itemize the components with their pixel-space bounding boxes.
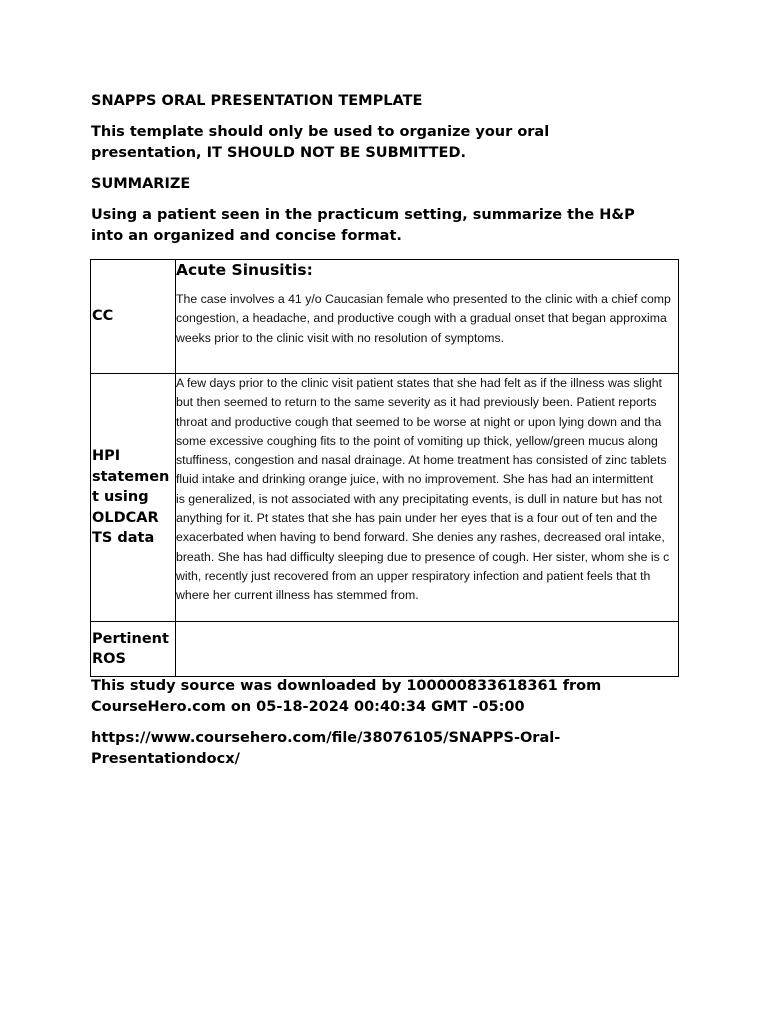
instructions — [91, 205, 691, 247]
hpi-line: with, recently just recovered from an upper respiratory infection and patient feels that th — [176, 568, 651, 583]
hp-summary-table — [90, 259, 679, 677]
hpi-content-cell — [176, 374, 679, 622]
row-label-line: CC — [92, 308, 114, 325]
hpi-line: anything for it. Pt states that she has pain under her eyes that is a four out of ten and the — [176, 511, 658, 526]
hpi-line: throat and productive cough that seemed to be worse at night or upon lying down and tha — [176, 414, 662, 429]
row-label-line: OLDCAR — [92, 509, 159, 526]
cc-line: congestion, a headache, and productive cough with a gradual onset that began approxima — [176, 311, 667, 326]
row-label-line: t using — [92, 489, 149, 506]
hpi-line: where her current illness has stemmed from. — [176, 588, 419, 603]
row-label-line: statemen — [92, 468, 170, 485]
download-line: CourseHero.com on 05-18-2024 00:40:34 GMT -05:00 — [91, 699, 525, 715]
cc-content-cell — [176, 260, 679, 374]
row-label-cc — [91, 260, 176, 374]
document-title: SNAPPS ORAL PRESENTATION TEMPLATE — [91, 93, 423, 109]
template-note — [91, 122, 691, 164]
hpi-line: A few days prior to the clinic visit patient states that she had felt as if the illness was slight — [176, 376, 662, 390]
url-line[interactable]: https://www.coursehero.com/file/38076105/SNAPPS-Oral- — [91, 730, 561, 746]
row-label-line: Pertinent — [92, 630, 169, 647]
instruction-line: Using a patient seen in the practicum setting, summarize the H&P — [91, 207, 635, 223]
cc-text-image — [176, 290, 671, 348]
row-label-ros — [91, 622, 176, 677]
ros-content-cell — [176, 622, 679, 677]
hpi-line: but then seemed to return to the same severity as it had previously been. Patient reports — [176, 395, 657, 410]
section-heading: SUMMARIZE — [91, 176, 191, 192]
instruction-line: into an organized and concise format. — [91, 228, 402, 244]
url-line[interactable]: Presentationdocx/ — [91, 751, 240, 767]
row-label-line: TS data — [92, 530, 155, 547]
hpi-line: stuffiness, congestion and nasal drainage. At home treatment has consisted of zinc tablets — [176, 453, 667, 468]
table-row-hpi — [91, 374, 679, 622]
download-line: This study source was downloaded by 100000833618361 from — [91, 678, 602, 694]
table-row-ros — [91, 622, 679, 677]
note-line: presentation, IT SHOULD NOT BE SUBMITTED. — [91, 145, 467, 161]
hpi-line: fluid intake and drinking orange juice, with no improvement. She has had an intermittent — [176, 472, 654, 487]
download-notice — [91, 676, 691, 718]
cc-line: weeks prior to the clinic visit with no resolution of symptoms. — [176, 330, 505, 345]
note-line: This template should only be used to organize your oral — [91, 124, 550, 140]
table-row-cc — [91, 260, 679, 374]
hpi-line: is generalized, is not associated with any precipitating events, is dull in nature but has not — [176, 491, 663, 506]
diagnosis-heading: Acute Sinusitis: — [176, 261, 313, 279]
row-label-line: HPI — [92, 448, 121, 465]
hpi-text-image — [176, 374, 669, 606]
hpi-line: breath. She has had difficulty sleeping due to presence of cough. Her sister, whom she is c — [176, 549, 670, 564]
row-label-hpi — [91, 374, 176, 622]
cc-line: The case involves a 41 y/o Caucasian female who presented to the clinic with a chief comp — [176, 292, 671, 306]
hpi-line: some excessive coughing fits to the point of vomiting up thick, yellow/green mucus along — [176, 433, 658, 448]
source-url[interactable] — [91, 728, 691, 770]
row-label-line: ROS — [92, 651, 126, 667]
hpi-line: exacerbated when having to bend forward. She denies any rashes, decreased oral intake, — [176, 530, 665, 545]
